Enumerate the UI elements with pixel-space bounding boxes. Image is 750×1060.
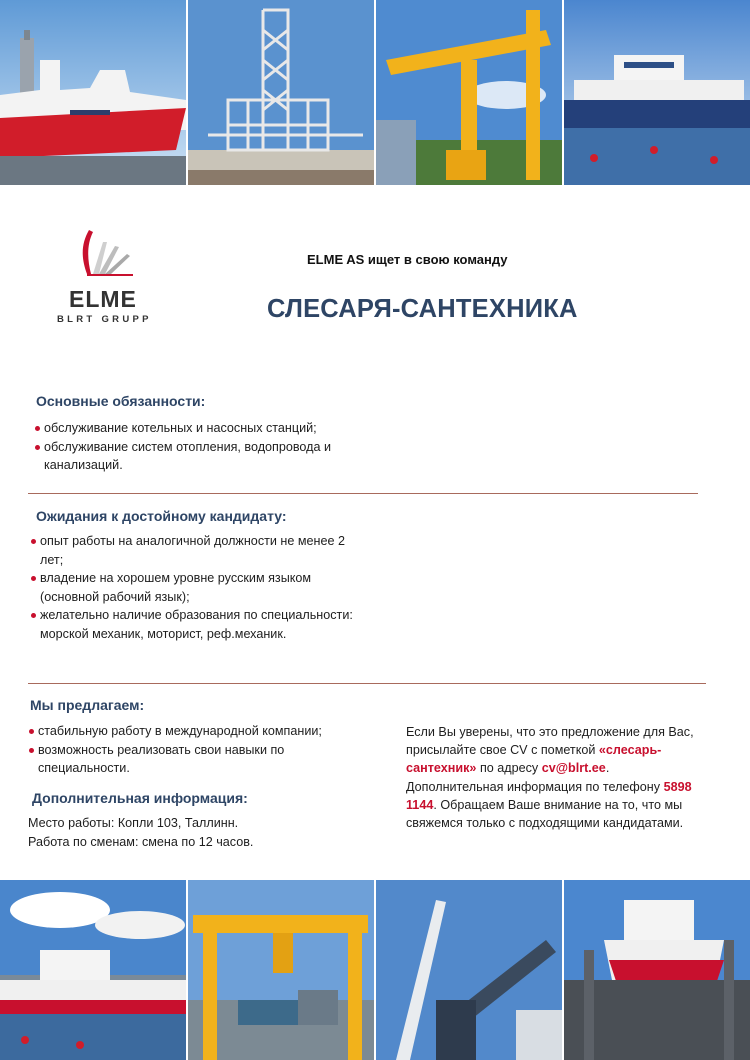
job-title: СЛЕСАРЯ-САНТЕХНИКА: [267, 295, 578, 323]
list-item: обслуживание систем отопления, водопровода и канализаций.: [34, 438, 374, 475]
photo-pontoon-vessel: [564, 0, 750, 185]
phone-number[interactable]: 5898 1144: [406, 779, 692, 812]
photo-drilling-tower-module: [188, 0, 374, 185]
apply-text-4: . Обращаем Ваше внимание на то, что мы свяжемся только с подходящими кандидатами.: [406, 797, 684, 831]
work-shifts: Работа по сменам: смена по 12 часов.: [28, 835, 254, 849]
email-link[interactable]: cv@blrt.ee: [541, 761, 606, 776]
bottom-photo-strip: [0, 880, 750, 1060]
photo-workboat: [0, 880, 186, 1060]
apply-text-2: по адресу: [479, 761, 539, 776]
photo-ship-loader: [376, 880, 562, 1060]
top-photo-strip: [0, 0, 750, 185]
intro-text: ELME AS ищет в свою команду: [307, 252, 508, 267]
elme-logo-mark-icon: [77, 228, 137, 278]
apply-text-3: . Дополнительная информация по телефону: [406, 761, 661, 794]
duties-list: [34, 419, 374, 475]
apply-instructions: [406, 723, 706, 832]
logo-subtitle: BLRT GRUPP: [57, 314, 152, 325]
expectations-heading: Ожидания к достойному кандидату:: [36, 508, 287, 524]
offer-list: [28, 722, 373, 778]
list-item: обслуживание котельных и насосных станций;: [34, 419, 374, 438]
list-item: желательно наличие образования по специальности: морской механик, моторист, реф.механик.: [30, 606, 355, 643]
list-item: опыт работы на аналогичной должности не менее 2 лет;: [30, 532, 355, 569]
photo-yellow-crane-equipment: [376, 0, 562, 185]
offer-heading: Мы предлагаем:: [30, 697, 145, 713]
list-item: возможность реализовать свои навыки по специальности.: [28, 741, 373, 778]
additional-info: [28, 814, 253, 852]
section-divider: [28, 683, 706, 684]
cv-subject-tag: «слесарь-сантехник»: [406, 743, 662, 776]
work-location: Место работы: Копли 103, Таллинн.: [28, 816, 239, 830]
list-item: стабильную работу в международной компании;: [28, 722, 373, 741]
photo-yellow-gantry-crane: [188, 880, 374, 1060]
elme-logo: [55, 228, 170, 328]
list-item: владение на хорошем уровне русским языком (основной рабочий язык);: [30, 569, 355, 606]
additional-heading: Дополнительная информация:: [32, 790, 248, 806]
expectations-list: [30, 532, 355, 643]
logo-wordmark: ELME: [69, 286, 137, 312]
section-divider: [28, 493, 698, 494]
duties-heading: Основные обязанности:: [36, 393, 206, 409]
photo-offshore-supply-ship: [0, 0, 186, 185]
apply-text-1: Если Вы уверены, что это предложение для Вас, присылайте свое CV с пометкой: [406, 725, 694, 758]
photo-red-ship-in-drydock: [564, 880, 750, 1060]
